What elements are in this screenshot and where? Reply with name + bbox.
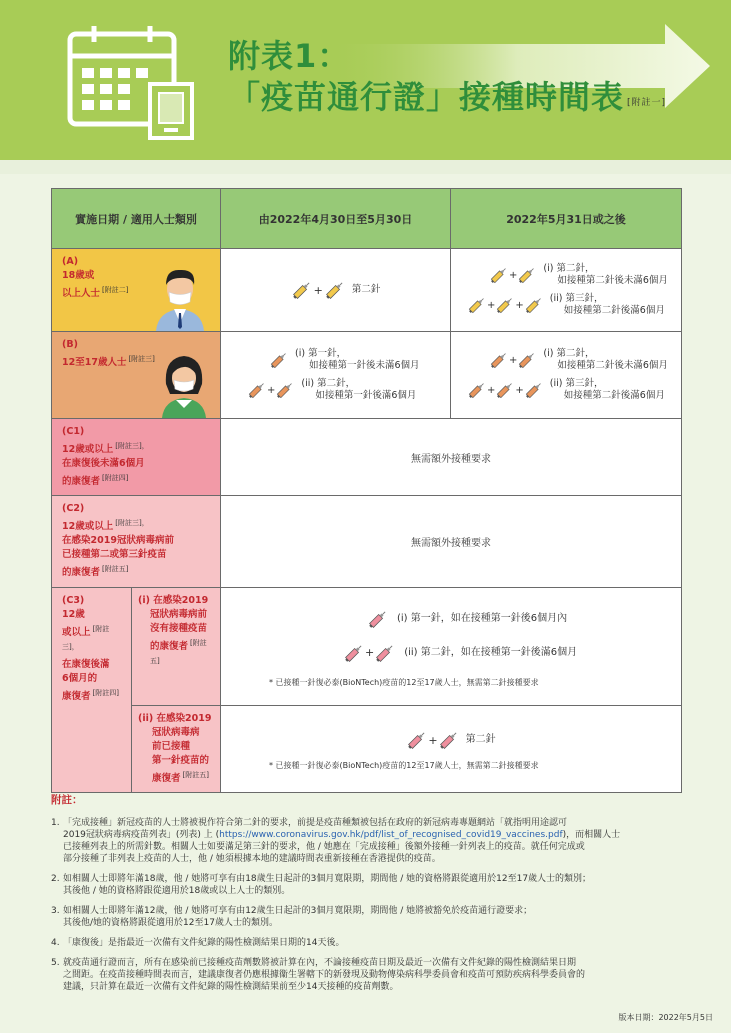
sub-label: (ii) 在感染2019: [138, 712, 212, 724]
category-a-text2: 以上人士: [62, 288, 101, 300]
category-b: [52, 332, 221, 419]
syringe-icon: [367, 608, 389, 630]
category-c3-text3: 在康復後滿: [62, 658, 110, 670]
dose-text: (i) 第二針，: [543, 263, 595, 274]
note-text: 已接種列表上的所需針數。相關人士如要滿足第三針的要求，他 / 她應在「完成接種」後額外接種一針列表上的疫苗。就任何完成或: [63, 842, 585, 852]
note-ref: [附註五]: [150, 638, 207, 665]
category-a-text: 18歲或: [62, 270, 95, 281]
category-c2-text2: 在感染2019冠狀病毒病前: [62, 535, 174, 547]
category-c1: [52, 419, 221, 496]
category-c3-text2: 或以上: [62, 626, 91, 638]
category-c3-sub-ii: [132, 705, 221, 792]
syringe-icon: [517, 350, 537, 370]
note-text: 如相關人士即將年滿18歲，他 / 她將可享有由18歲生日起計的3個月寬限期，期間他 / 她的資格將跟從適用於12至17歲人士的類別；: [63, 874, 592, 884]
sub-label: 前已接種: [152, 740, 191, 752]
cell-c2-requirement: 無需額外接種要求: [221, 496, 682, 587]
note-number: 3.: [51, 906, 60, 916]
table-header-row: [52, 189, 682, 249]
note-ref: [附註三]，: [62, 624, 110, 651]
sub-label: 的康復者: [150, 640, 189, 652]
dose-text: (ii) 第二針，: [301, 378, 356, 389]
table-row-c3-i: [52, 587, 682, 705]
title-note-ref: [附註一]: [627, 98, 667, 108]
syringe-icon: [489, 265, 509, 285]
dose-text: 第二針: [465, 734, 496, 746]
category-c2-text3: 已接種第二或第三針疫苗: [62, 549, 167, 561]
note-text: )，而相關人士: [562, 830, 621, 840]
sub-label: 康復者: [152, 772, 181, 784]
note-ref: [附註三]，: [115, 519, 149, 528]
cell-c1-requirement: 無需額外接種要求: [221, 419, 682, 496]
dose-text: (ii) 第三針，: [549, 293, 604, 304]
syringe-icon: [324, 279, 346, 301]
dose-text: 第二針: [351, 284, 381, 295]
adult-man-icon: [152, 261, 208, 331]
notes-section: [51, 792, 681, 1001]
syringe-icon: [524, 295, 544, 315]
dose-condition: 如接種第二針後未滿6個月: [557, 360, 668, 371]
dose-text: (ii) 第二針，如在接種第一針後滿6個月: [404, 646, 578, 658]
note-text: 其後他 / 她的資格將跟從適用於18歲或以上人士的類別。: [63, 886, 291, 896]
page-title-prefix: 附表1：: [228, 37, 351, 75]
sub-label: 冠狀病毒病: [152, 726, 200, 738]
category-b-text: 12至17歲人士: [62, 357, 127, 369]
note-item: [51, 937, 681, 949]
table-row-a: [52, 249, 682, 332]
note-text: 之間距。在疫苗接種時間表而言，建議康復者仍應根據衞生署轄下的新發現及動物傳染病科學委員會和疫苗可預防疾病科學委員會的: [63, 970, 586, 980]
dose-condition: 如接種第二針後未滿6個月: [557, 275, 668, 286]
cell-a-period2: + (i) 第二針， 如接種第二針後未滿6個月 + + (ii) 第三針， 如接種第二針後滿6個月: [451, 249, 682, 332]
note-ref: [附註四]: [92, 688, 119, 697]
note-ref: [附註五]: [182, 770, 209, 779]
category-c3-sub-i: [132, 587, 221, 705]
note-text: 如相關人士即將年滿12歲，他 / 她將可享有由12歲生日起計的3個月寬限期，期間他 / 她將被豁免於疫苗通行證要求；: [63, 906, 533, 916]
teen-girl-icon: [156, 348, 212, 418]
table-row-c3-ii: [52, 705, 682, 792]
note-text: 其後他/她的資格將跟從適用於12至17歲人士的類別。: [63, 918, 278, 928]
dose-condition: 如接種第一針後滿6個月: [315, 390, 417, 401]
category-c1-text3: 的康復者: [62, 476, 101, 488]
syringe-icon: [467, 380, 487, 400]
dose-text: (ii) 第三針，: [549, 378, 604, 389]
page-title-text: 「疫苗通行證」接種時間表: [228, 78, 625, 116]
category-c2-text: 12歲或以上: [62, 521, 114, 533]
syringe-icon: [467, 295, 487, 315]
note-ref: [附註五]: [102, 565, 129, 574]
note-text: 部分接種了非列表上疫苗的人士，他 / 她須根據本地的建議時間表重新接種在香港提供的疫苗。: [63, 854, 441, 864]
syringe-icon: [374, 642, 396, 664]
note-ref: [附註二]: [102, 286, 129, 294]
syringe-icon: [517, 265, 537, 285]
table-row-c2: [52, 496, 682, 587]
syringe-icon: [269, 350, 289, 370]
note-item: [51, 957, 681, 993]
dose-condition: 如接種第二針後滿6個月: [563, 305, 665, 316]
category-c1-code: (C1): [62, 426, 85, 437]
category-b-code: (B): [62, 339, 78, 350]
category-c3: [52, 587, 132, 792]
footnote: * 已接種一針復必泰(BioNTech)疫苗的12至17歲人士，無需第二針接種要求: [269, 761, 539, 771]
version-date: 版本日期：2022年5月5日: [618, 1013, 713, 1022]
sub-label: 第一針疫苗的: [152, 754, 210, 766]
note-ref: [附註三]: [128, 355, 155, 363]
category-c2: [52, 496, 221, 587]
footnote: * 已接種一針復必泰(BioNTech)疫苗的12至17歲人士，無需第二針接種要求: [269, 677, 539, 687]
dose-text: (i) 第一針，: [295, 348, 347, 359]
calendar-icon: [64, 24, 204, 144]
dose-condition: 如接種第二針後滿6個月: [563, 390, 665, 401]
syringe-icon: [495, 380, 515, 400]
note-item: [51, 905, 681, 929]
syringe-icon: [438, 729, 460, 751]
syringe-icon: [406, 729, 428, 751]
note-ref: [附註四]: [102, 474, 129, 483]
note-number: 1.: [51, 818, 60, 828]
note-ref: [附註三]，: [115, 442, 149, 450]
cell-a-period1: + 第二針: [221, 249, 451, 332]
table-row-b: [52, 332, 682, 419]
note-text: 2019冠狀病毒病疫苗列表」(列表) 上 (: [63, 830, 220, 840]
cell-b-period1: (i) 第一針， 如接種第一針後未滿6個月 + (ii) 第二針， 如接種第一針後滿6個月: [221, 332, 451, 419]
dose-text: (i) 第二針，: [543, 348, 595, 359]
category-c2-text4: 的康復者: [62, 567, 101, 579]
category-c1-text: 12歲或以上: [62, 444, 114, 456]
cell-c3-i: (i) 第一針，如在接種第一針後6個月內 + (ii) 第二針，如在接種第一針後滿6個月 * 已接種一針復必泰(BioNTech)疫苗的12至17歲人士，無需第二針接種要求: [221, 587, 682, 705]
dose-condition: 如接種第一針後未滿6個月: [309, 360, 420, 371]
dose-text: (i) 第一針，如在接種第一針後6個月內: [397, 612, 568, 624]
sub-label: 冠狀病毒病前: [150, 608, 208, 620]
sub-label: (i) 在感染2019: [138, 594, 209, 606]
category-c3-text4: 6個月的: [62, 672, 98, 684]
syringe-icon: [495, 295, 515, 315]
note-item: [51, 873, 681, 897]
note-text: 建議，只計算在最近一次備有文件紀錄的陽性檢測結果前至少14天接種的疫苗劑數。: [63, 982, 399, 992]
header-period-1: 由2022年4月30日至5月30日: [221, 189, 451, 249]
header-category: 實施日期 / 適用人士類別: [52, 189, 221, 249]
category-a: [52, 249, 221, 332]
notes-heading: 附註：: [51, 794, 83, 806]
syringe-icon: [343, 642, 365, 664]
category-c2-code: (C2): [62, 503, 85, 515]
table-row-c1: [52, 419, 682, 496]
category-c1-text2: 在康復後未滿6個月: [62, 458, 145, 470]
cell-c3-ii: + 第二針 * 已接種一針復必泰(BioNTech)疫苗的12至17歲人士，無需第二針接種要求: [221, 705, 682, 792]
page-title: [228, 76, 666, 118]
header-period-2: 2022年5月31日或之後: [451, 189, 682, 249]
syringe-icon: [275, 380, 295, 400]
note-number: 5.: [51, 958, 60, 968]
note-text: 就疫苗通行證而言，所有在感染前已接種疫苗劑數將被計算在內，不論接種疫苗日期及最近一次備有文件紀錄的陽性檢測結果日期: [63, 958, 577, 968]
syringe-icon: [291, 279, 313, 301]
vaccine-list-link[interactable]: https://www.coronavirus.gov.hk/pdf/list_of_recognised_covid19_vaccines.pdf: [219, 830, 563, 840]
syringe-icon: [247, 380, 267, 400]
note-item: [51, 817, 681, 865]
sub-label: 沒有接種疫苗: [150, 622, 208, 634]
vaccination-schedule-table: [51, 188, 682, 793]
category-c3-text5: 康復者: [62, 691, 91, 703]
category-c3-text: 12歲: [62, 608, 85, 620]
category-c3-code: (C3): [62, 594, 85, 606]
syringe-icon: [489, 350, 509, 370]
category-a-code: (A): [62, 256, 79, 267]
note-text: 「康復後」是指最近一次備有文件紀錄的陽性檢測結果日期的14天後。: [63, 938, 345, 948]
cell-b-period2: + (i) 第二針， 如接種第二針後未滿6個月 + + (ii) 第三針， 如接種第二針後滿6個月: [451, 332, 682, 419]
note-number: 2.: [51, 874, 60, 884]
syringe-icon: [524, 380, 544, 400]
note-text: 「完成接種」新冠疫苗的人士將被視作符合第二針的要求，前提是疫苗種類被包括在政府的新冠病毒專題網站「就指明用途認可: [63, 818, 568, 828]
note-number: 4.: [51, 938, 60, 948]
